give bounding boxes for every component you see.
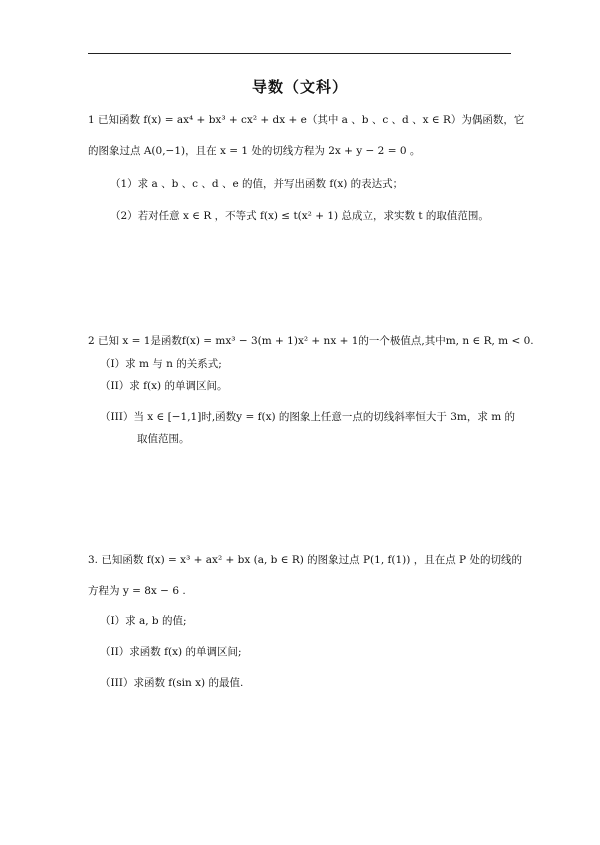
problem-3-part-2: （II）求函数 f(x) 的单调区间; (100, 646, 242, 658)
problem-1-line-1: 1 已知函数 f(x) = ax⁴ + bx³ + cx² + dx + e（其中 a 、b 、c 、d 、x ∈ R）为偶函数，它 (88, 114, 525, 126)
problem-1-part-1: （1）求 a 、b 、c 、d 、e 的值，并写出函数 f(x) 的表达式； (110, 178, 404, 190)
problem-2-part-1: （I）求 m 与 n 的关系式; (100, 358, 222, 370)
header-rule (88, 53, 511, 54)
page-title: 导数（文科） (251, 78, 348, 96)
problem-3-line-2: 方程为 y = 8x − 6 . (88, 585, 186, 597)
problem-2-line-1: 2 已知 x = 1是函数f(x) = mx³ − 3(m + 1)x² + nx + 1的一个极值点,其中m, n ∈ R, m < 0. (88, 335, 534, 347)
problem-2-part-3-continued: 取值范围。 (137, 433, 190, 445)
problem-3-line-1: 3. 已知函数 f(x) = x³ + ax² + bx (a, b ∈ R) 的图象过点 P(1, f(1)) ，且在点 P 处的切线的 (88, 554, 522, 566)
problem-3-part-1: （I）求 a, b 的值; (100, 615, 187, 627)
problem-3-part-3: （III）求函数 f(sin x) 的最值. (100, 677, 244, 689)
problem-1-part-2: （2）若对任意 x ∈ R ，不等式 f(x) ≤ t(x² + 1) 总成立，求实数 t 的取值范围。 (110, 210, 489, 222)
problem-1-line-2: 的图象过点 A(0,−1)，且在 x = 1 处的切线方程为 2x + y − 2 = 0 。 (88, 145, 421, 157)
problem-2-part-3: （III）当 x ∈ [−1,1]时,函数y = f(x) 的图象上任意一点的切线斜率恒大于 3m，求 m 的 (100, 411, 516, 423)
problem-2-part-2: （II）求 f(x) 的单调区间。 (100, 380, 228, 392)
